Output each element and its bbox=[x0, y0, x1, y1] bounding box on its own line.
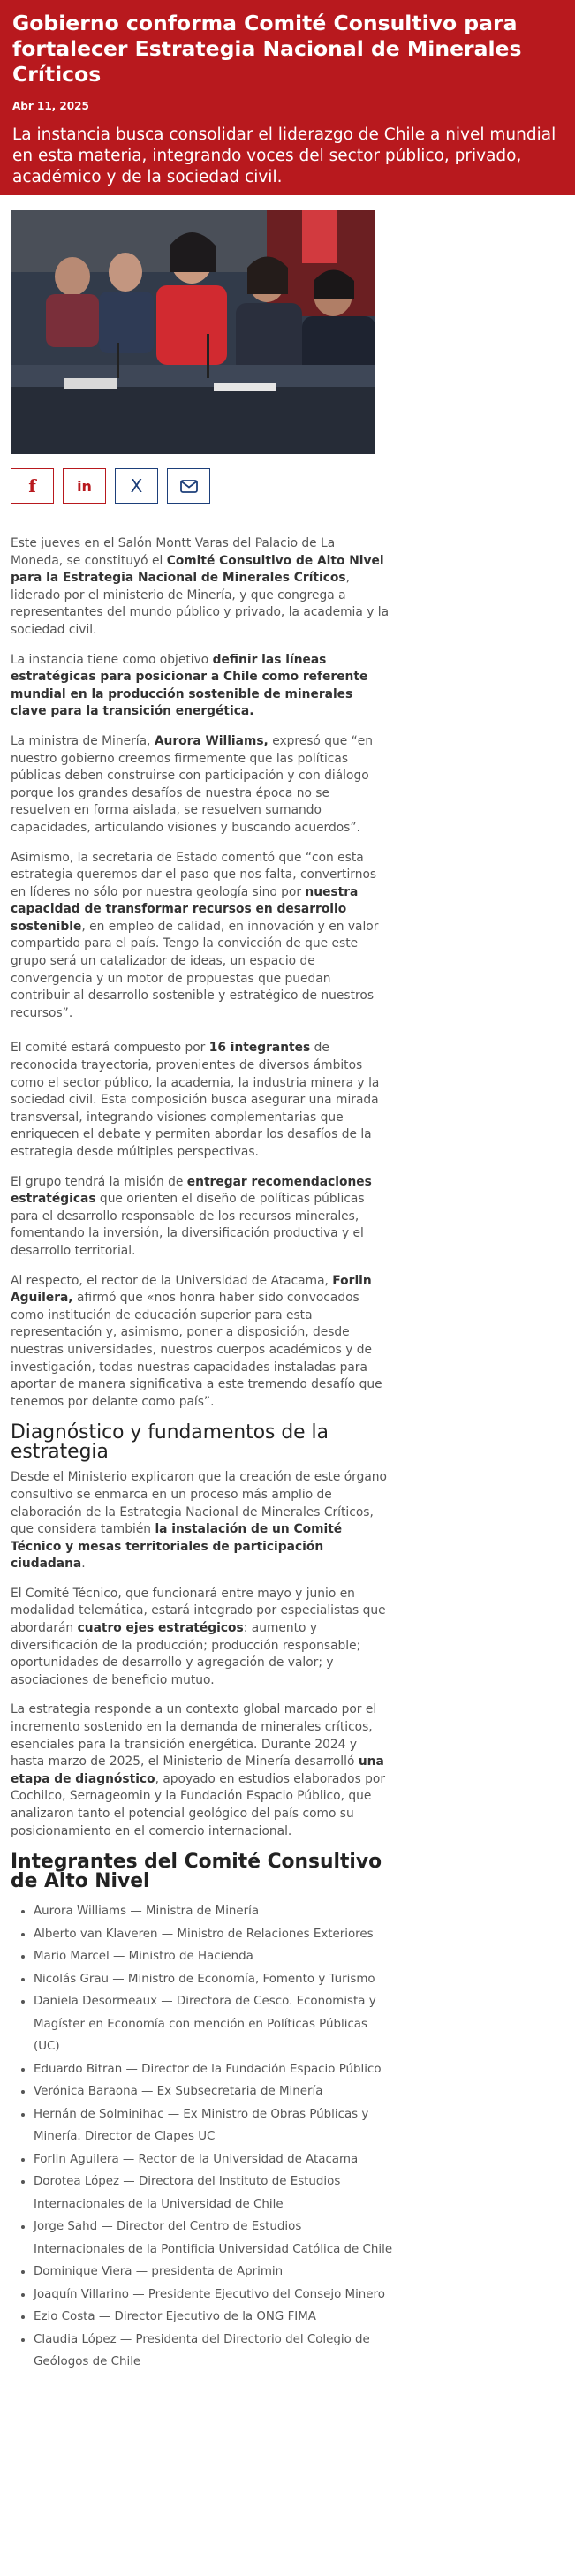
diagnostico-paragraphs bbox=[11, 1469, 390, 1840]
paragraph bbox=[11, 1273, 390, 1412]
bold-text: 16 integrantes bbox=[208, 1041, 311, 1056]
paragraph bbox=[11, 652, 390, 721]
bold-text: nuestra capacidad de transformar recursos en desarrollo sostenible bbox=[11, 884, 359, 934]
member-item: • Alberto van Klaveren — Ministro de Relaciones Exteriores bbox=[34, 1923, 394, 1946]
text-run: Asimismo, la secretaria de Estado comentó que “con esta estrategia queremos dar el paso que nos falta, convertirnos en líderes no sólo por nuestra geología sino por bbox=[11, 850, 377, 899]
text-run: , liderado por el ministerio de Minería, y que congrega a representantes del mundo público y privado, la academia y la sociedad civil. bbox=[11, 571, 390, 637]
member-item: • Verónica Baraona — Ex Subsecretaria de Minería bbox=[34, 2080, 394, 2103]
member-item: • Hernán de Solminihac — Ex Ministro de Obras Públicas y Minería. Director de Clapes UC bbox=[34, 2103, 394, 2148]
text-run: El comité estará compuesto por bbox=[11, 1041, 209, 1056]
paragraph bbox=[11, 1040, 390, 1161]
text-run: La estrategia responde a un contexto global marcado por el incremento sostenido en la demanda de minerales críticos, esenciales para la transición energética. Durante 2024 y hasta marzo de 2025, el Ministerio de Minería desarrolló bbox=[11, 1702, 377, 1769]
member-item: • Jorge Sahd — Director del Centro de Estudios Internacionales de la Pontificia Universidad Católica de Chile bbox=[34, 2216, 394, 2261]
paragraph bbox=[11, 535, 390, 640]
paragraph bbox=[11, 1586, 390, 1690]
member-item: • Nicolás Grau — Ministro de Economía, Fomento y Turismo bbox=[34, 1968, 394, 1991]
paragraph bbox=[11, 1701, 390, 1840]
member-item: • Daniela Desormeaux — Directora de Cesco. Economista y Magíster en Economía con mención en Políticas Públicas (UC) bbox=[34, 1990, 394, 2058]
linkedin-icon: in bbox=[77, 477, 92, 495]
member-item: • Claudia López — Presidenta del Directorio del Colegio de Geólogos de Chile bbox=[34, 2329, 394, 2374]
member-item: • Eduardo Bitran — Director de la Fundación Espacio Público bbox=[34, 2058, 394, 2081]
text-run: . bbox=[81, 1557, 86, 1572]
article-title: Gobierno conforma Comité Consultivo para fortalecer Estrategia Nacional de Minerales Críticos bbox=[12, 11, 522, 87]
text-run: Al respecto, el rector de la Universidad de Atacama, bbox=[11, 1273, 333, 1288]
text-run: La ministra de Minería, bbox=[11, 733, 155, 748]
intro-paragraphs bbox=[11, 535, 390, 1411]
member-item: • Dorotea López — Directora del Instituto de Estudios Internacionales de la Universidad de Chile bbox=[34, 2171, 394, 2216]
share-bar bbox=[11, 468, 564, 504]
text-run: : aumento y diversificación de la producción; producción responsable; oportunidades de desarrollo y agregación de valor; y asociaciones de beneficio mutuo. bbox=[11, 1621, 361, 1687]
meeting-photo-illustration bbox=[11, 210, 375, 454]
text-run: de reconocida trayectoria, provenientes de diversos ámbitos como el sector público, la academia, la industria minera y la sociedad civil. Esta composición busca asegurar una mirada transversal, integrando visiones complementarias que enriquecen el debate y permiten abordar los desafíos de la estrategia desde múltiples perspectivas. bbox=[11, 1041, 380, 1159]
hero-photo bbox=[11, 210, 375, 454]
member-item: • Aurora Williams — Ministra de Minería bbox=[34, 1900, 394, 1923]
members-list bbox=[23, 1900, 394, 2409]
member-item: • Forlin Aguilera — Rector de la Universidad de Atacama bbox=[34, 2148, 394, 2171]
member-item: • Dominique Viera — presidenta de Aprimin bbox=[34, 2261, 394, 2284]
email-share-button[interactable] bbox=[167, 468, 210, 504]
x-icon: X bbox=[130, 475, 143, 496]
bold-text: Comité Consultivo de Alto Nivel para la Estrategia Nacional de Minerales Críticos bbox=[11, 553, 384, 586]
bold-text: la instalación de un Comité Técnico y mesas territoriales de participación ciudadana bbox=[11, 1522, 343, 1572]
text-run: , en empleo de calidad, en innovación y en valor compartido para el país. Tengo la convicción de que este grupo será un catalizador de ideas, un espacio de convergencia y un motor de propuestas que puedan contribuir al desarrollo sostenible y estratégico de nuestros recursos”. bbox=[11, 919, 379, 1020]
bold-text: Aurora Williams, bbox=[154, 733, 269, 748]
text-run: El grupo tendrá la misión de bbox=[11, 1174, 187, 1189]
bold-text: cuatro ejes estratégicos bbox=[77, 1621, 244, 1636]
text-run: La instancia tiene como objetivo bbox=[11, 652, 213, 667]
text-run: Desde el Ministerio explicaron que la creación de este órgano consultivo se enmarca en un proceso más amplio de elaboración de la Estrategia Nacional de Minerales Críticos, que considera también bbox=[11, 1470, 387, 1537]
article-body bbox=[11, 535, 390, 1891]
bold-text: entregar recomendaciones estratégicas bbox=[11, 1174, 372, 1207]
member-item: • Joaquín Villarino — Presidente Ejecutivo del Consejo Minero bbox=[34, 2284, 394, 2307]
text-run: expresó que “en nuestro gobierno creemos firmemente que las políticas públicas deben construirse con participación y con diálogo porque los grandes desafíos de nuestra época no se resuelven en forma aislada, se resuelven sumando capacidades, articulando visiones y buscando acuerdos”. bbox=[11, 733, 373, 835]
section-heading-diagnostico: Diagnóstico y fundamentos de la estrategia bbox=[11, 1421, 329, 1464]
paragraph bbox=[11, 733, 390, 837]
paragraph bbox=[11, 850, 390, 1023]
text-run: El Comité Técnico, que funcionará entre mayo y junio en modalidad telemática, estará integrado por especialistas que abordarán bbox=[11, 1586, 386, 1636]
article-date: Abr 11, 2025 bbox=[12, 100, 89, 112]
member-item: • Ezio Costa — Director Ejecutivo de la ONG FIMA bbox=[34, 2306, 394, 2329]
text-run: , apoyado en estudios elaborados por Cochilco, Sernageomin y la Fundación Espacio Público, que analizaron tanto el potencial geológico del país como su posicionamiento en el comercio internacional. bbox=[11, 1771, 386, 1838]
facebook-share-button[interactable] bbox=[11, 468, 54, 504]
linkedin-share-button[interactable] bbox=[63, 468, 106, 504]
bold-text: definir las líneas estratégicas para posicionar a Chile como referente mundial en la producción sostenible de minerales clave para la transición energética. bbox=[11, 652, 368, 719]
x-share-button[interactable] bbox=[115, 468, 158, 504]
paragraph bbox=[11, 1174, 390, 1261]
mail-icon bbox=[180, 480, 198, 493]
text-run: Este jueves en el Salón Montt Varas del Palacio de La Moneda, se constituyó el bbox=[11, 536, 336, 568]
members-heading: Integrantes del Comité Consultivo de Alto Nivel bbox=[11, 1851, 382, 1893]
member-item: • Mario Marcel — Ministro de Hacienda bbox=[34, 1945, 394, 1968]
bold-text: una etapa de diagnóstico bbox=[11, 1754, 384, 1786]
paragraph bbox=[11, 1469, 390, 1573]
article-content bbox=[0, 210, 575, 2409]
bold-text: Forlin Aguilera, bbox=[11, 1273, 372, 1306]
article-header bbox=[0, 0, 575, 195]
text-run: que orienten el diseño de políticas públicas para el desarrollo responsable de los recursos minerales, fomentando la inversión, la diversificación productiva y el desarrollo territorial. bbox=[11, 1192, 365, 1258]
article-lede: La instancia busca consolidar el liderazgo de Chile a nivel mundial en esta materia, integrando voces del sector público, privado, académico y de la sociedad civil. bbox=[12, 125, 556, 186]
text-run: afirmó que «nos honra haber sido convocados como institución de educación superior para esta representación y, asimismo, poner a disposición, desde nuestras universidades, nuestros cuerpos académicos y de investigación, todas nuestras capacidades instaladas para aportar de manera significativa a este tremendo desafío que tenemos por delante como país”. bbox=[11, 1291, 382, 1409]
facebook-icon: f bbox=[28, 475, 36, 496]
